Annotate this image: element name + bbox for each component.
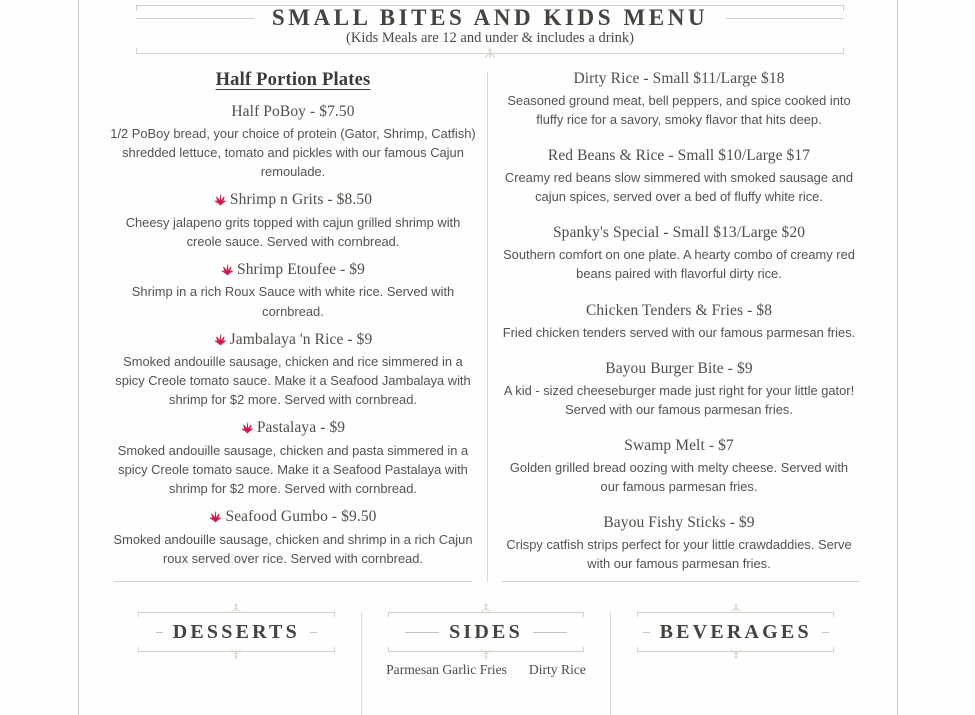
menu-item-description: Cheesy jalapeno grits topped with cajun grilled shrimp with creole sauce. Served with cornbread. bbox=[125, 214, 461, 249]
menu-item-description: Smoked andouille sausage, chicken and shrimp in a rich Cajun roux served over rice. Served with cornbread. bbox=[113, 531, 473, 566]
desserts-bottom-rule bbox=[138, 651, 335, 652]
menu-item-description: Shrimp in a rich Roux Sauce with white rice. Served with cornbread. bbox=[131, 284, 455, 319]
sides-bottom-rule bbox=[388, 651, 585, 652]
menu-item bbox=[490, 514, 868, 573]
side-item: Dirty Rice bbox=[528, 662, 586, 677]
menu-item-name bbox=[108, 419, 478, 438]
menu-item-description: Southern comfort on one plate. A hearty combo of creamy red beans paired with flavorful dirty rice. bbox=[503, 247, 855, 282]
spicy-pepper-icon bbox=[209, 511, 222, 527]
menu-item bbox=[98, 419, 488, 498]
bottom-sections bbox=[112, 612, 860, 715]
menu-item-name-text: Shrimp Etoufee - $9 bbox=[236, 260, 366, 278]
page-title: SMALL BITES AND KIDS MENU bbox=[271, 5, 709, 30]
fleuron-ornament-icon bbox=[481, 47, 499, 65]
section-title-beverages: BEVERAGES bbox=[659, 620, 812, 643]
menu-item-name: Spanky's Special - Small $13/Large $20 bbox=[552, 224, 806, 242]
menu-item-name: Dirty Rice - Small $11/Large $18 bbox=[573, 70, 785, 87]
section-title-sides: SIDES bbox=[449, 620, 523, 643]
menu-item bbox=[490, 147, 868, 206]
section-beverages bbox=[610, 612, 860, 715]
menu-subtitle: (Kids Meals are 12 and under & includes a drink) bbox=[346, 30, 634, 46]
beverages-title-row bbox=[623, 613, 848, 651]
menu-item bbox=[98, 331, 488, 410]
menu-item-name: Chicken Tenders & Fries - $8 bbox=[585, 301, 773, 319]
menu-item-name-text: Shrimp n Grits - $8.50 bbox=[229, 191, 373, 209]
menu-item-name bbox=[108, 508, 478, 527]
menu-item-name bbox=[108, 261, 478, 280]
left-column-bottom-rule bbox=[114, 581, 472, 582]
menu-item-description: Smoked andouille sausage, chicken and pasta simmered in a spicy Creole tomato sauce. Make it a Seafood Pastalaya with shrimp for $2 more. Served with cornbread. bbox=[117, 442, 469, 497]
fleuron-ornament-icon bbox=[478, 603, 494, 616]
menu-item-description: Smoked andouille sausage, chicken and rice simmered in a spicy Creole tomato sauce. Make it a Seafood Jambalaya with shrimp for $2 more. Served with cornbread. bbox=[115, 354, 471, 408]
menu-item bbox=[490, 70, 868, 129]
section-title-desserts: DESSERTS bbox=[172, 620, 300, 643]
desserts-title-row bbox=[124, 613, 349, 651]
menu-item-name: Red Beans & Rice - Small $10/Large $17 bbox=[547, 147, 811, 165]
menu-item bbox=[490, 437, 868, 496]
menu-item-name-text: Pastalaya - $9 bbox=[256, 419, 346, 437]
sides-left-dash bbox=[405, 632, 439, 633]
menu-item bbox=[490, 224, 868, 283]
menu-item-name-text: Jambalaya 'n Rice - $9 bbox=[229, 330, 373, 348]
fleuron-ornament-icon bbox=[228, 648, 244, 661]
beverages-left-dash bbox=[643, 632, 650, 633]
section-heading-half-portion-plates: Half Portion Plates bbox=[215, 70, 371, 90]
menu-item-description: Seasoned ground meat, bell peppers, and spice cooked into fluffy rice for a savory, smoky flavor that hits deep. bbox=[507, 93, 851, 128]
title-right-rule bbox=[726, 18, 844, 19]
beverages-bottom-rule bbox=[637, 651, 834, 652]
spicy-pepper-icon bbox=[241, 422, 254, 438]
menu-item bbox=[98, 508, 488, 568]
right-menu-column bbox=[490, 70, 868, 591]
title-left-rule bbox=[136, 18, 254, 19]
left-menu-column bbox=[98, 70, 488, 578]
menu-item bbox=[98, 261, 488, 321]
menu-item-name: Bayou Fishy Sticks - $9 bbox=[603, 514, 755, 532]
menu-item-name: Swamp Melt - $7 bbox=[624, 436, 734, 454]
menu-item-description: Golden grilled bread oozing with melty cheese. Served with our famous parmesan fries. bbox=[509, 459, 849, 494]
menu-item-description: A kid - sized cheeseburger made just right for your little gator! Served with our famous parmesan fries. bbox=[503, 382, 855, 417]
beverages-top-rule bbox=[637, 612, 834, 613]
spicy-pepper-icon bbox=[214, 334, 227, 350]
fleuron-ornament-icon bbox=[478, 648, 494, 661]
menu-item bbox=[98, 191, 488, 251]
menu-item-description: Creamy red beans slow simmered with smoked sausage and cajun spices, served over a bed of fluffy white rice. bbox=[504, 170, 854, 205]
menu-item-name bbox=[108, 331, 478, 350]
fleuron-ornament-icon bbox=[728, 648, 744, 661]
right-column-bottom-rule bbox=[502, 581, 860, 582]
sides-right-dash bbox=[533, 632, 567, 633]
menu-item-description: Crispy catfish strips perfect for your little crawdaddies. Serve with our famous parmesan fries. bbox=[506, 537, 852, 572]
menu-item bbox=[490, 302, 868, 342]
spicy-pepper-icon bbox=[221, 264, 234, 280]
fleuron-ornament-icon bbox=[728, 603, 744, 616]
page-left-border bbox=[78, 0, 79, 715]
menu-item-description: Fried chicken tenders served with our famous parmesan fries. bbox=[502, 324, 856, 340]
page-right-border bbox=[897, 0, 898, 715]
menu-item bbox=[490, 360, 868, 419]
menu-item-name: Bayou Burger Bite - $9 bbox=[605, 359, 753, 377]
desserts-top-rule bbox=[138, 612, 335, 613]
fleuron-ornament-icon bbox=[228, 603, 244, 616]
section-desserts bbox=[112, 612, 361, 715]
menu-item-name bbox=[108, 191, 478, 210]
desserts-right-dash bbox=[310, 632, 317, 633]
sides-title-row bbox=[374, 613, 599, 651]
menu-item-name: Half PoBoy - $7.50 bbox=[231, 103, 355, 120]
desserts-left-dash bbox=[156, 632, 163, 633]
menu-item-description: 1/2 PoBoy bread, your choice of protein (Gator, Shrimp, Catfish) shredded lettuce, tomato and pickles with our famous Cajun remoulade. bbox=[110, 126, 476, 180]
spicy-pepper-icon bbox=[214, 194, 227, 210]
sides-items bbox=[374, 662, 599, 678]
beverages-right-dash bbox=[822, 632, 829, 633]
menu-item bbox=[98, 103, 488, 181]
sides-top-rule bbox=[388, 612, 585, 613]
menu-title-row bbox=[120, 5, 860, 31]
section-sides bbox=[361, 612, 611, 715]
side-item: Parmesan Garlic Fries bbox=[386, 662, 507, 677]
menu-item-name-text: Seafood Gumbo - $9.50 bbox=[225, 508, 377, 526]
